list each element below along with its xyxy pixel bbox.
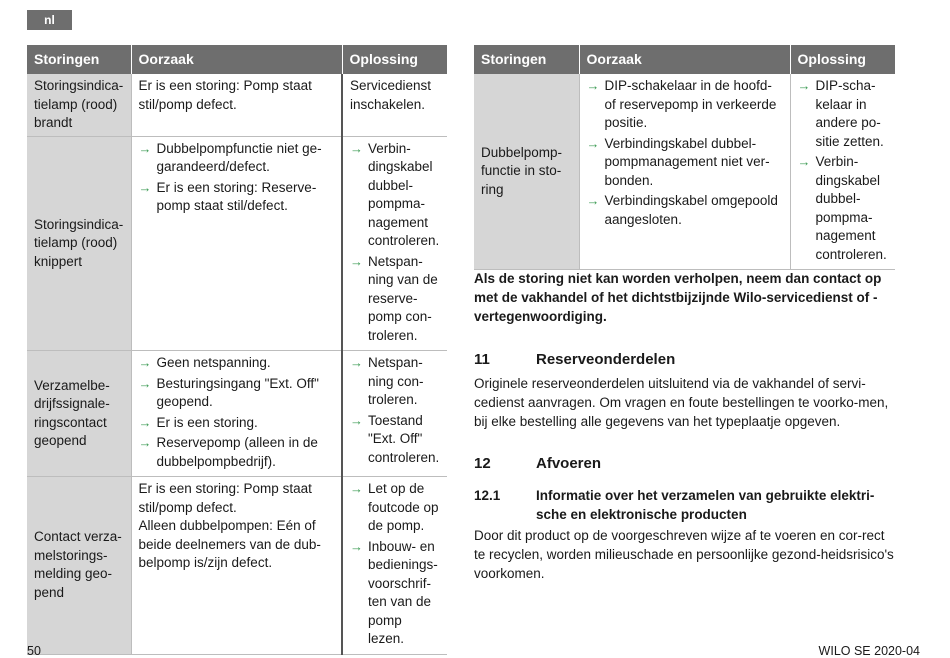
section-title: Afvoeren bbox=[536, 455, 602, 472]
arrow-right-icon: → bbox=[350, 253, 363, 269]
table-row bbox=[27, 136, 447, 351]
list-item: → DIP-scha-kelaar in andere po-sitie zetten. bbox=[797, 78, 884, 149]
list-item: → Netspan-ning van de reserve-pomp con-troleren. bbox=[350, 253, 438, 343]
fault-cell: Storingsindica-tielamp (rood) knippert bbox=[27, 136, 131, 351]
table-row bbox=[27, 477, 447, 655]
list-item: → Geen netspanning. bbox=[139, 354, 336, 373]
header-fault: Storingen bbox=[474, 45, 579, 74]
table-row bbox=[27, 351, 447, 477]
list-item: → Verbindingskabel dubbel-pompmanagement niet ver-bonden. bbox=[586, 135, 770, 188]
list-item: → Let op de foutcode op de pomp. bbox=[350, 481, 439, 533]
arrow-right-icon: → bbox=[586, 78, 600, 93]
list-item: → Inbouw- en bedienings-voorschrif-ten van de pomp lezen. bbox=[350, 538, 438, 646]
section-heading-11 bbox=[474, 351, 675, 368]
arrow-right-icon: → bbox=[138, 414, 152, 430]
table-row bbox=[27, 74, 447, 136]
arrow-right-icon: → bbox=[138, 435, 152, 450]
arrow-right-icon: → bbox=[586, 193, 600, 208]
arrow-right-icon: → bbox=[797, 78, 811, 93]
arrow-right-icon: → bbox=[138, 375, 152, 391]
solution-cell bbox=[342, 136, 447, 351]
header-fault: Storingen bbox=[27, 45, 131, 74]
fault-cell: Contact verza-melstorings-melding geo-pend bbox=[27, 477, 131, 655]
list-item: → Verbin-dingskabel dubbel-pompma-nagement controleren. bbox=[350, 140, 440, 248]
list-item: → Besturingsingang "Ext. Off" geopend. bbox=[138, 375, 319, 409]
section-number: 11 bbox=[474, 351, 490, 368]
section-paragraph: Originele reserveonderdelen uitsluitend via de vakhandel of servi-cedienst aanvragen. Om vragen en foute bestellingen te voorko-men, bij elke bestelling alle gegevens van het typeplaatje opgeven. bbox=[474, 376, 889, 429]
arrow-right-icon: → bbox=[350, 355, 363, 370]
contact-note: Als de storing niet kan worden verholpen, neem dan contact op met de vakhandel of het dichtstbijzijnde Wilo-servicedienst of -vertegenwoordiging. bbox=[474, 271, 882, 324]
subsection-heading-12-1 bbox=[474, 487, 894, 524]
page-number: 50 bbox=[27, 644, 41, 658]
section-title: Reserveonderdelen bbox=[536, 351, 676, 368]
header-cause: Oorzaak bbox=[131, 45, 342, 74]
arrow-right-icon: → bbox=[797, 154, 811, 169]
header-cause: Oorzaak bbox=[579, 45, 790, 74]
list-item: → Dubbelpompfunctie niet ge-garandeerd/defect. bbox=[138, 140, 322, 174]
cause-cell bbox=[131, 477, 342, 655]
arrow-right-icon: → bbox=[350, 481, 363, 496]
list-item: → Reservepomp (alleen in de dubbelpompbedrijf). bbox=[138, 435, 318, 469]
list-item: → Toestand "Ext. Off" controleren. bbox=[350, 412, 440, 465]
cause-cell: Er is een storing: Pomp staat stil/pomp defect. bbox=[131, 74, 342, 136]
section-number: 12.1 bbox=[474, 488, 501, 503]
list-item: → Er is een storing: Reserve-pomp staat stil/defect. bbox=[138, 179, 317, 213]
arrow-right-icon: → bbox=[350, 538, 363, 554]
language-tab: nl bbox=[27, 10, 72, 30]
fault-table-right bbox=[474, 45, 895, 270]
arrow-right-icon: → bbox=[350, 412, 363, 428]
cause-text: Alleen dubbelpompen: Eén of beide deelnemers van de dub-belpomp is/zijn defect. bbox=[138, 518, 321, 570]
solution-cell bbox=[342, 351, 447, 477]
solution-cell bbox=[342, 477, 447, 655]
list-item: → Verbindingskabel omgepoold aangesloten. bbox=[586, 193, 778, 227]
section-title: Informatie over het verzamelen van gebruikte elektri-sche en elektronische producten bbox=[536, 488, 875, 522]
list-item: → Verbin-dingskabel dubbel-pompma-nagement controleren. bbox=[797, 154, 887, 262]
list-item: → DIP-schakelaar in de hoofd- of reservepomp in verkeerde positie. bbox=[586, 78, 777, 130]
arrow-right-icon: → bbox=[586, 135, 600, 151]
list-item: → Er is een storing. bbox=[139, 414, 336, 433]
cause-text: Er is een storing: Pomp staat stil/pomp defect. bbox=[138, 481, 312, 515]
arrow-right-icon: → bbox=[350, 140, 363, 156]
publisher-footer: WILO SE 2020-04 bbox=[818, 644, 920, 658]
cause-cell bbox=[579, 74, 790, 270]
cause-cell bbox=[131, 351, 342, 477]
cause-cell bbox=[131, 136, 342, 351]
section-number: 12 bbox=[474, 455, 491, 472]
table-row bbox=[474, 74, 895, 270]
header-solution: Oplossing bbox=[790, 45, 895, 74]
header-solution: Oplossing bbox=[342, 45, 447, 74]
arrow-right-icon: → bbox=[138, 140, 152, 156]
solution-cell: Servicedienst inschakelen. bbox=[342, 74, 447, 136]
table-header-row bbox=[474, 45, 895, 74]
arrow-right-icon: → bbox=[138, 179, 152, 195]
fault-cell: Verzamelbe-drijfssignale-ringscontact geopend bbox=[27, 351, 131, 477]
fault-table-left bbox=[27, 45, 447, 655]
list-item: → Netspan-ning con-troleren. bbox=[350, 355, 424, 407]
solution-cell bbox=[790, 74, 895, 270]
section-heading-12 bbox=[474, 455, 601, 472]
section-paragraph: Door dit product op de voorgeschreven wijze af te voeren en cor-rect te recyclen, worden milieuschade en persoonlijke gezond-heidsrisico's voorkomen. bbox=[474, 528, 894, 581]
fault-cell: Dubbelpomp-functie in sto-ring bbox=[474, 74, 579, 270]
table-header-row bbox=[27, 45, 447, 74]
fault-cell: Storingsindica-tielamp (rood) brandt bbox=[27, 74, 131, 136]
arrow-right-icon: → bbox=[138, 355, 152, 370]
